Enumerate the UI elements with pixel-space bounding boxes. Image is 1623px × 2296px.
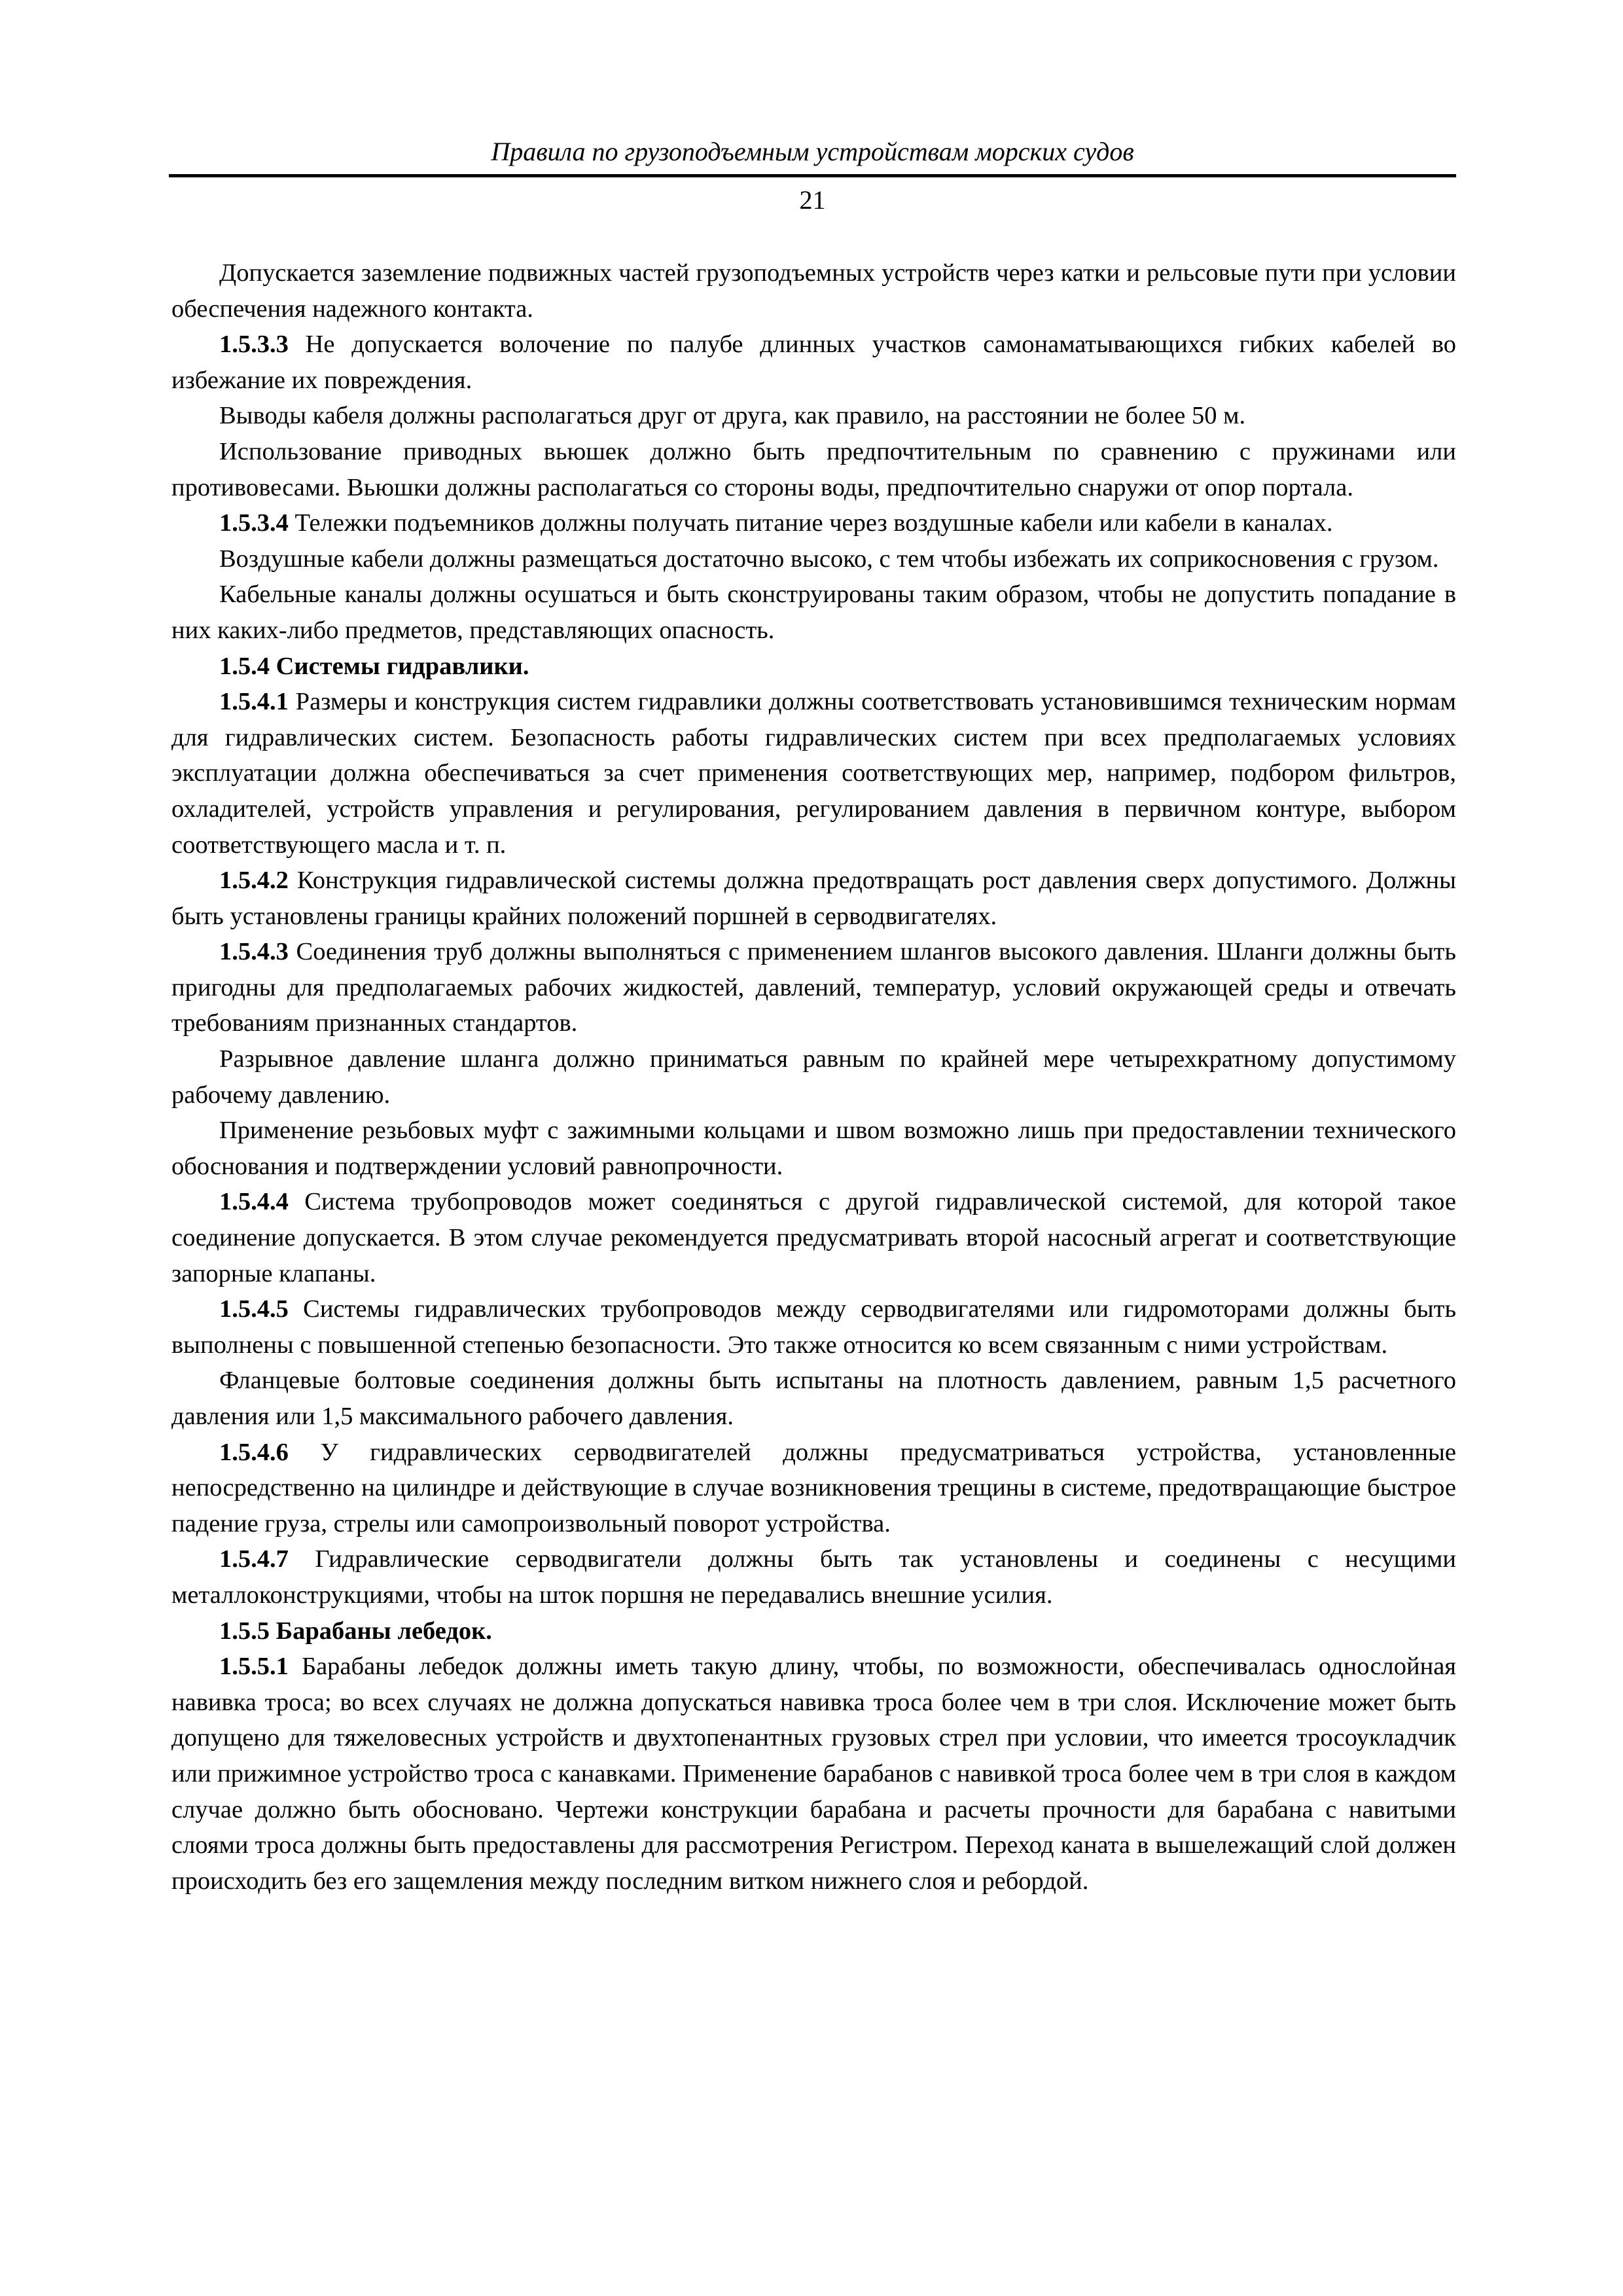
section-heading-text: 1.5.5 Барабаны лебедок. (219, 1617, 492, 1645)
section-heading (171, 649, 1456, 685)
paragraph-text: Не допускается волочение по палубе длинных участков самонаматывающихся гибких кабелей во избежание их повреждения. (171, 331, 1456, 394)
paragraph-text: Использование приводных вьюшек должно быть предпочтительным по сравнению с пружинами или противовесами. Вьюшки должны располагаться со стороны воды, предпочтительно снаружи от опор портала. (171, 437, 1456, 501)
paragraph (171, 327, 1456, 398)
paragraph-text: Фланцевые болтовые соединения должны быть испытаны на плотность давлением, равным 1,5 расчетного давления или 1,5 максимального рабочего давления. (171, 1367, 1456, 1430)
paragraph (171, 398, 1456, 434)
paragraph (171, 541, 1456, 577)
paragraph (171, 1363, 1456, 1434)
paragraph-text: Воздушные кабели должны размещаться достаточно высоко, с тем чтобы избежать их соприкосновения с грузом. (219, 545, 1439, 573)
paragraph-text: Размеры и конструкция систем гидравлики должны соответствовать установившимся техническим нормам для гидравлических систем. Безопасность работы гидравлических систем при всех предполагаемых условиях эксплуатации должна обеспечиваться за счет применения соответствующих мер, например, подбором фильтров, охладителей, устройств управления и регулирования, регулированием давления в первичном контуре, выбором соответствующего масла и т. п. (171, 688, 1456, 859)
paragraph (171, 1541, 1456, 1613)
paragraph (171, 255, 1456, 327)
paragraph-text: Конструкция гидравлической системы должна предотвращать рост давления сверх допустимого. Должны быть установлены границы крайних положений поршней в серводвигателях. (171, 867, 1456, 930)
body-text (171, 255, 1456, 1899)
paragraph-text: Кабельные каналы должны осушаться и быть сконструированы таким образом, чтобы не допустить попадание в них каких-либо предметов, представляющих опасность. (171, 581, 1456, 644)
paragraph (171, 505, 1456, 541)
paragraph-text: Допускается заземление подвижных частей грузоподъемных устройств через катки и рельсовые пути при условии обеспечения надежного контакта. (171, 259, 1456, 323)
paragraph-text: Система трубопроводов может соединяться с другой гидравлической системой, для которой такое соединение допускается. В этом случае рекомендуется предусматривать второй насосный агрегат и соответствующие запорные клапаны. (171, 1188, 1456, 1287)
clause-number: 1.5.4.5 (219, 1295, 289, 1323)
paragraph (171, 1435, 1456, 1542)
paragraph-text: Разрывное давление шланга должно приниматься равным по крайней мере четырехкратному допустимому рабочему давлению. (171, 1045, 1456, 1109)
clause-number: 1.5.4.1 (219, 688, 289, 716)
section-heading (171, 1613, 1456, 1649)
clause-number: 1.5.3.3 (219, 331, 289, 359)
paragraph (171, 684, 1456, 863)
section-heading-text: 1.5.4 Системы гидравлики. (219, 652, 529, 680)
paragraph-text: Выводы кабеля должны располагаться друг от друга, как правило, на расстоянии не более 50 м. (219, 402, 1246, 430)
paragraph (171, 863, 1456, 934)
paragraph (171, 577, 1456, 648)
clause-number: 1.5.4.6 (219, 1438, 289, 1466)
running-title: Правила по грузоподъемным устройствам морских судов (491, 137, 1134, 166)
clause-number: 1.5.4.7 (219, 1545, 289, 1573)
paragraph (171, 1041, 1456, 1113)
clause-number: 1.5.4.3 (219, 938, 289, 966)
paragraph-text: Системы гидравлических трубопроводов между серводвигателями или гидромоторами должны быть выполнены с повышенной степенью безопасности. Это также относится ко всем связанным с ними устройствам. (171, 1295, 1456, 1359)
clause-number: 1.5.3.4 (219, 509, 289, 537)
paragraph (171, 934, 1456, 1041)
paragraph (171, 1649, 1456, 1899)
paragraph-text: Тележки подъемников должны получать питание через воздушные кабели или кабели в каналах. (288, 509, 1333, 537)
clause-number: 1.5.4.2 (219, 867, 289, 895)
paragraph-text: Соединения труб должны выполняться с применением шлангов высокого давления. Шланги должны быть пригодны для предполагаемых рабочих жидкостей, давлений, температур, условий окружающей среды и отвечать требованиям признанных стандартов. (171, 938, 1456, 1037)
paragraph-text: У гидравлических серводвигателей должны предусматриваться устройства, установленные непосредственно на цилиндре и действующие в случае возникновения трещины в системе, предотвращающие быстрое падение груза, стрелы или самопроизвольный поворот устройства. (171, 1438, 1456, 1537)
paragraph-text: Барабаны лебедок должны иметь такую длину, чтобы, по возможности, обеспечивалась однослойная навивка троса; во всех случаях не должна допускаться навивка троса более чем в три слоя. Исключение может быть допущено для тяжеловесных устройств и двухтопенантных грузовых стрел при условии, что имеется тросоукладчик или прижимное устройство троса с канавками. Применение барабанов с навивкой троса более чем в три слоя в каждом случае должно быть обосновано. Чертежи конструкции барабана и расчеты прочности для барабана с навитыми слоями троса должны быть предоставлены для рассмотрения Регистром. Переход каната в вышележащий слой должен происходить без его защемления между последним витком нижнего слоя и ребордой. (171, 1653, 1456, 1895)
paragraph (171, 1184, 1456, 1291)
clause-number: 1.5.4.4 (219, 1188, 289, 1216)
paragraph (171, 1113, 1456, 1184)
paragraph-text: Гидравлические серводвигатели должны быть так установлены и соединены с несущими металлоконструкциями, чтобы на шток поршня не передавались внешние усилия. (171, 1545, 1456, 1609)
paragraph (171, 1291, 1456, 1363)
page-number: 21 (799, 185, 826, 215)
clause-number: 1.5.5.1 (219, 1653, 289, 1681)
paragraph-text: Применение резьбовых муфт с зажимными кольцами и швом возможно лишь при предоставлении технического обоснования и подтверждении условий равнопрочности. (171, 1117, 1456, 1180)
header-rule (169, 174, 1456, 177)
paragraph (171, 434, 1456, 505)
